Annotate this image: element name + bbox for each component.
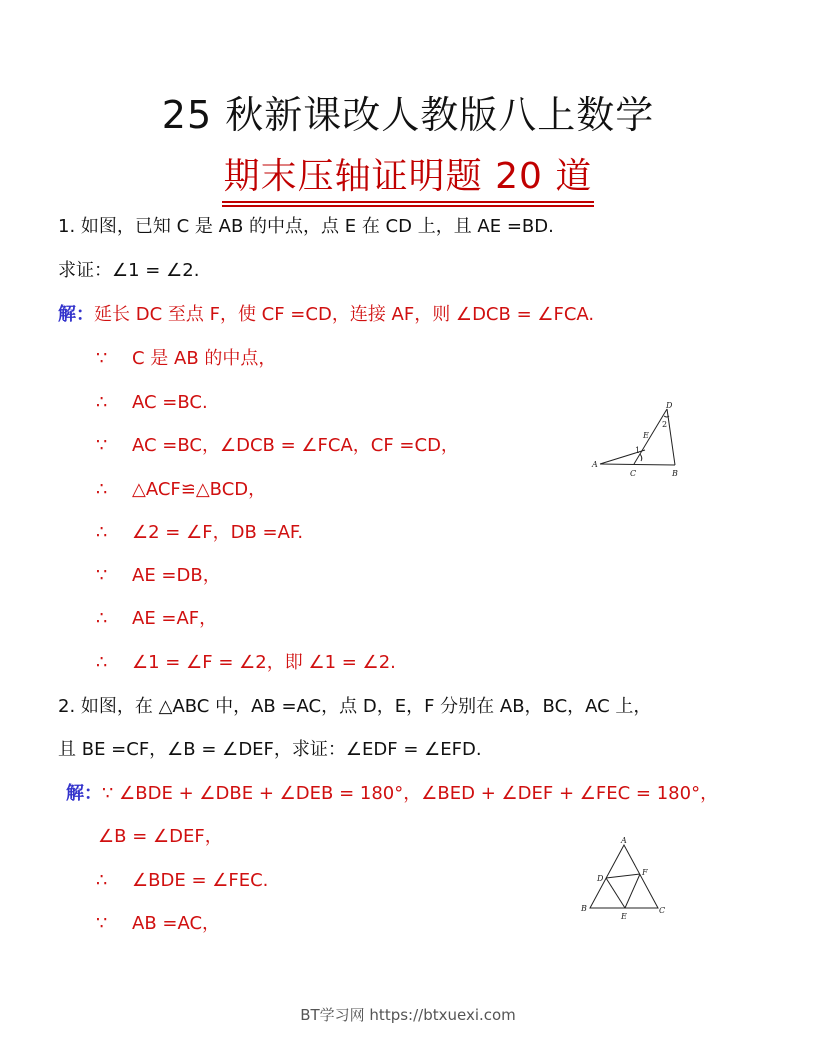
problem-1-statement-line-1: 1. 如图，已知 C 是 AB 的中点，点 E 在 CD 上，且 AE =BD. (58, 216, 554, 237)
problem-1-step (96, 433, 459, 459)
problem-2-figure (574, 834, 674, 922)
problem-1-statement-line-2: 求证：∠1 = ∠2. (58, 260, 200, 281)
step-text: ∠1 = ∠F = ∠2，即 ∠1 = ∠2. (132, 652, 396, 673)
problem-2-solution-first (66, 781, 718, 807)
step-text: AC =BC，∠DCB = ∠FCA，CF =CD， (132, 435, 459, 456)
step-text: C 是 AB 的中点， (132, 348, 277, 369)
therefore-symbol: ∴ (96, 652, 108, 673)
problem-1-step (96, 390, 208, 416)
document-subtitle-wrap (0, 148, 816, 203)
solution-first-text: 延长 DC 至点 F，使 CF =CD，连接 AF，则 ∠DCB = ∠FCA. (94, 304, 595, 325)
figure-point-b: B (672, 469, 678, 478)
problem-1-solution-first (58, 302, 594, 328)
document-title: 25 秋新课改人教版八上数学 (161, 93, 655, 137)
solution-first-text: ∵ ∠BDE + ∠DBE + ∠DEB = 180°，∠BED + ∠DEF + ∠FEC = 180°， (102, 783, 719, 804)
problem-1-step (96, 606, 217, 632)
problem-1-step (96, 346, 276, 372)
problem-1-step (96, 520, 303, 546)
because-symbol: ∵ (96, 565, 108, 586)
problem-1-step (96, 650, 396, 676)
figure-point-b: B (581, 904, 587, 913)
figure-point-c: C (659, 906, 666, 915)
problem-2-step (96, 868, 268, 894)
solution-label: 解： (66, 783, 102, 804)
figure-point-e: E (643, 431, 649, 440)
step-text: ∠2 = ∠F，DB =AF. (132, 522, 304, 543)
figure-point-a: A (592, 460, 598, 469)
problem-2-solution-second: ∠B = ∠DEF， (98, 826, 223, 847)
figure-point-d: D (597, 874, 604, 883)
footer-watermark: BT学习网 https://btxuexi.com (300, 1006, 516, 1024)
figure-angle-1: 1 (635, 446, 641, 455)
step-text: AC =BC. (132, 392, 208, 413)
therefore-symbol: ∴ (96, 608, 108, 629)
therefore-symbol: ∴ (96, 392, 108, 413)
step-text: AE =DB， (132, 565, 221, 586)
solution-label: 解： (58, 304, 94, 325)
therefore-symbol: ∴ (96, 479, 108, 500)
because-symbol: ∵ (96, 348, 108, 369)
problem-2-statement-line-2: 且 BE =CF，∠B = ∠DEF，求证：∠EDF = ∠EFD. (58, 739, 482, 760)
figure-point-d: D (666, 401, 673, 410)
problem-1-figure (588, 398, 698, 482)
therefore-symbol: ∴ (96, 522, 108, 543)
figure-point-e: E (621, 912, 627, 921)
problem-1-step (96, 563, 221, 589)
figure-point-a: A (621, 836, 627, 845)
document-subtitle: 期末压轴证明题 20 道 (222, 148, 595, 203)
because-symbol: ∵ (96, 913, 108, 934)
therefore-symbol: ∴ (96, 870, 108, 891)
figure-angle-2: 2 (662, 420, 668, 429)
step-text: AB =AC， (132, 913, 221, 934)
problem-1-step (96, 477, 266, 503)
step-text: AE =AF， (132, 608, 218, 629)
figure-point-f: F (642, 868, 648, 877)
figure-point-c: C (630, 469, 637, 478)
problem-2-statement-line-1: 2. 如图，在 △ABC 中，AB =AC，点 D，E，F 分别在 AB，BC，AC 上， (58, 696, 652, 717)
step-text: ∠BDE = ∠FEC. (132, 870, 269, 891)
problem-2-step (96, 911, 220, 937)
because-symbol: ∵ (96, 435, 108, 456)
step-text: △ACF≌△BCD， (132, 479, 267, 500)
